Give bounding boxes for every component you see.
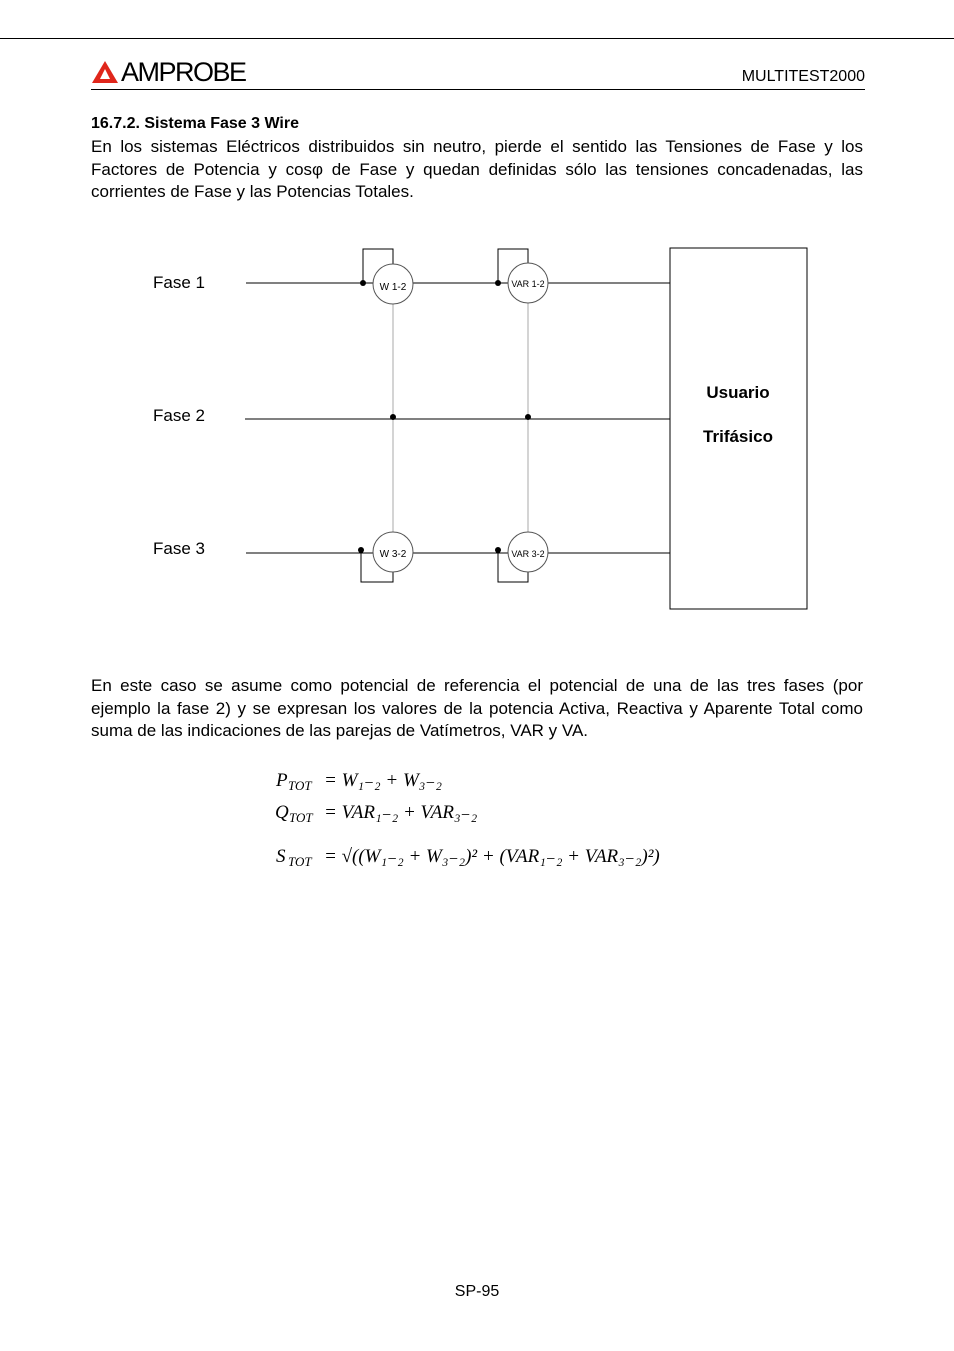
wiring-diagram — [130, 240, 830, 620]
intro-paragraph: En los sistemas Eléctricos distribuidos sin neutro, pierde el sentido las Tensiones de Fase y los Factores de Potencia y cosφ de Fase y quedan definidas sólo las tensiones concadenadas, las corrientes de Fase y las Potencias Totales. — [91, 137, 863, 201]
formula-p-rhs: = W₁₋₂ + W₃₋₂ — [324, 770, 443, 791]
load-label-usuario: Usuario — [706, 383, 770, 402]
formula-q-subscript: TOT — [289, 810, 313, 825]
formula-q-rhs: = VAR₁₋₂ + VAR₃₋₂ — [324, 802, 478, 823]
formula-q-symbol: Q — [275, 802, 289, 823]
page-header — [91, 55, 865, 90]
model-name: MULTITEST2000 — [741, 68, 865, 85]
brand-name: AMPROBE — [121, 56, 246, 87]
phase-label-3: Fase 3 — [153, 539, 205, 558]
formula-p-subscript: TOT — [288, 778, 312, 793]
top-rule — [0, 38, 954, 39]
warning-triangle-icon — [91, 60, 119, 84]
formula-p-symbol: P — [276, 770, 288, 791]
reference-paragraph: En este caso se asume como potencial de referencia el potencial de una de las tres fases (por ejemplo la fase 2) y se expresan los valores de la potencia Activa, Reactiva y Aparente Total como suma de las indicaciones de las parejas de Vatímetros, VAR y VA. — [91, 676, 863, 740]
meter-label-var12: VAR 1-2 — [511, 279, 545, 289]
meter-label-var32: VAR 3-2 — [511, 549, 545, 559]
page-number: SP-95 — [454, 1283, 500, 1300]
phase-label-2: Fase 2 — [153, 406, 205, 425]
formula-s-rhs: = √((W₁₋₂ + W₃₋₂)² + (VAR₁₋₂ + VAR₃₋₂)²) — [324, 846, 660, 867]
meter-label-w32: W 3-2 — [379, 549, 407, 560]
formula-s-symbol: S — [276, 846, 286, 867]
phase-label-1: Fase 1 — [153, 273, 205, 292]
meter-label-w12: W 1-2 — [379, 282, 407, 293]
brand-logo — [91, 57, 246, 87]
section-title: 16.7.2. Sistema Fase 3 Wire — [91, 115, 299, 132]
load-label-trifasico: Trifásico — [703, 427, 773, 446]
formula-s-subscript: TOT — [288, 854, 312, 869]
power-formulas — [272, 760, 692, 880]
